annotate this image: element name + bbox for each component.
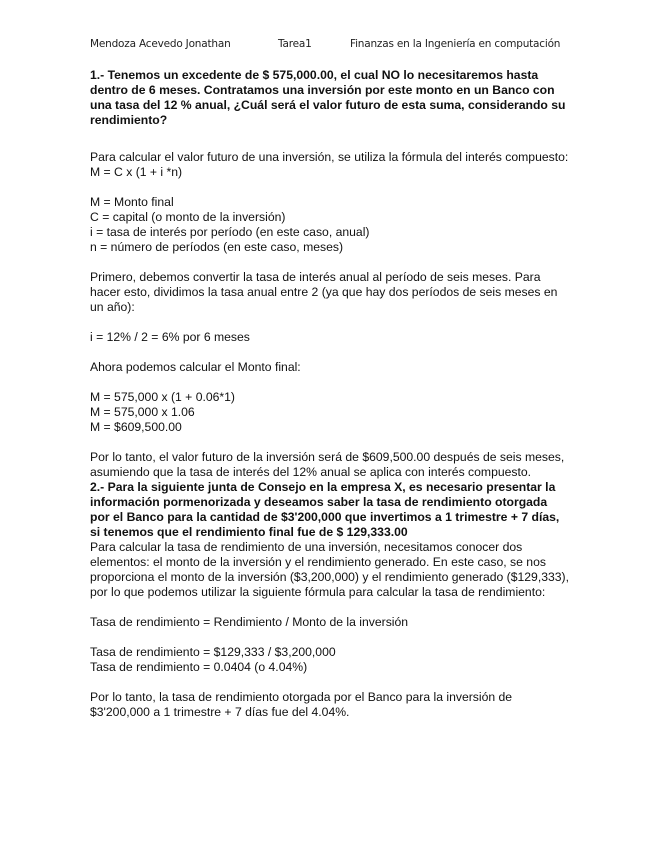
- q1-definition: C = capital (o monto de la inversión): [90, 210, 286, 224]
- q1-step1: Primero, debemos convertir la tasa de interés anual al período de seis meses. Para hacer esto, dividimos la tasa anual entre 2 (ya que hay dos períodos de seis meses en un año):: [90, 270, 558, 314]
- q1-calc-line: M = 575,000 x (1 + 0.06*1): [90, 390, 235, 404]
- question-1: 1.- Tenemos un excedente de $ 575,000.00, el cual NO lo necesitaremos hasta dentro de 6 meses. Contratamos una inversión por este monto en un Banco con una tasa del 12 % anual, ¿Cuál será el valor futuro de esta suma, considerando su rendimiento?: [90, 68, 566, 127]
- q1-calc-line: M = 575,000 x 1.06: [90, 405, 195, 419]
- question-2: 2.- Para la siguiente junta de Consejo en la empresa X, es necesario presentar la información pormenorizada y deseamos saber la tasa de rendimiento otorgada por el Banco para la cantidad de $3'200,000 que invertimos a 1 trimestre + 7 días, si tenemos que el rendimiento final fue de $ 129,333.00: [90, 480, 560, 539]
- q2-conclusion: Por lo tanto, la tasa de rendimiento otorgada por el Banco para la inversión de $3'200,000 a 1 trimestre + 7 días fue del 4.04%.: [90, 690, 513, 719]
- document-body: [90, 68, 570, 720]
- q2-calc-line: Tasa de rendimiento = $129,333 / $3,200,000: [90, 645, 336, 659]
- q1-step2: Ahora podemos calcular el Monto final:: [90, 360, 301, 374]
- q1-calc-line: M = $609,500.00: [90, 420, 182, 434]
- header-course: Finanzas en la Ingeniería en computación: [350, 38, 561, 50]
- q1-conclusion: Por lo tanto, el valor futuro de la inversión será de $609,500.00 después de seis meses, asumiendo que la tasa de interés del 12% anual se aplica con interés compuesto.: [90, 450, 565, 479]
- q2-calc-line: Tasa de rendimiento = 0.0404 (o 4.04%): [90, 660, 308, 674]
- q2-formula: Tasa de rendimiento = Rendimiento / Monto de la inversión: [90, 615, 409, 629]
- q1-definition: M = Monto final: [90, 195, 174, 209]
- q1-intro: Para calcular el valor futuro de una inversión, se utiliza la fórmula del interés compuesto:: [90, 150, 569, 164]
- q2-intro: Para calcular la tasa de rendimiento de una inversión, necesitamos conocer dos elementos: el monto de la inversión y el rendimiento generado. En este caso, se nos proporciona el monto de la inversión ($3,200,000) y el rendimiento generado ($129,333), por lo que podemos utilizar la siguiente fórmula para calcular la tasa de rendimiento:: [90, 540, 570, 599]
- q1-definition: n = número de períodos (en este caso, meses): [90, 240, 344, 254]
- header-task: Tarea1: [278, 38, 312, 50]
- header-author: Mendoza Acevedo Jonathan: [90, 38, 231, 50]
- q1-rate: i = 12% / 2 = 6% por 6 meses: [90, 330, 250, 344]
- q1-definition: i = tasa de interés por período (en este caso, anual): [90, 225, 370, 239]
- q1-formula: M = C x (1 + i *n): [90, 165, 183, 179]
